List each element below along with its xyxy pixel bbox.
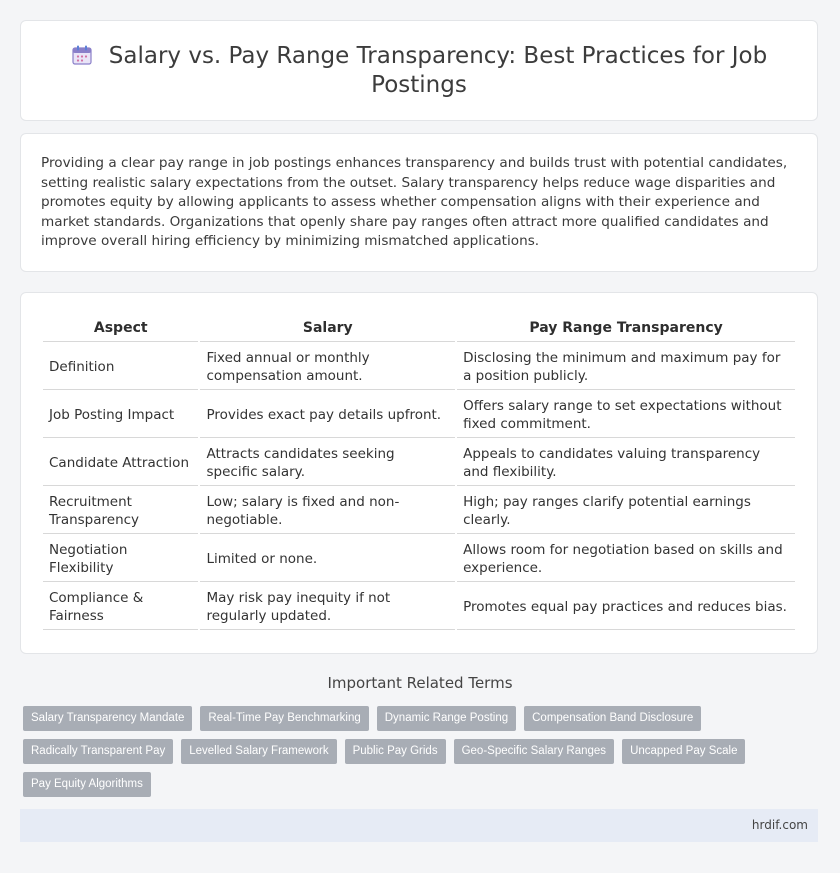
comparison-card (20, 292, 818, 654)
table-cell-salary: Fixed annual or monthly compensation amount. (200, 344, 455, 390)
footer (20, 809, 818, 842)
table-row (43, 392, 795, 438)
column-header-pay-range: Pay Range Transparency (457, 315, 795, 342)
term-tag[interactable]: Real-Time Pay Benchmarking (200, 706, 368, 731)
term-tag[interactable]: Radically Transparent Pay (23, 739, 173, 764)
related-terms-list (23, 706, 813, 797)
table-cell-aspect: Definition (43, 344, 198, 390)
term-tag[interactable]: Dynamic Range Posting (377, 706, 516, 731)
table-cell-pay-range: High; pay ranges clarify potential earnings clearly. (457, 488, 795, 534)
table-row (43, 488, 795, 534)
term-tag[interactable]: Levelled Salary Framework (181, 739, 336, 764)
table-cell-pay-range: Appeals to candidates valuing transparency and flexibility. (457, 440, 795, 486)
table-cell-pay-range: Offers salary range to set expectations without fixed commitment. (457, 392, 795, 438)
table-row (43, 344, 795, 390)
table-row (43, 584, 795, 630)
page-title-wrap (69, 42, 769, 100)
table-cell-aspect: Recruitment Transparency (43, 488, 198, 534)
table-cell-aspect: Job Posting Impact (43, 392, 198, 438)
table-row (43, 536, 795, 582)
term-tag[interactable]: Compensation Band Disclosure (524, 706, 701, 731)
table-cell-salary: Limited or none. (200, 536, 455, 582)
table-header-row (43, 315, 795, 342)
column-header-salary: Salary (200, 315, 455, 342)
intro-card (20, 133, 818, 272)
term-tag[interactable]: Public Pay Grids (345, 739, 446, 764)
column-header-aspect: Aspect (43, 315, 198, 342)
title-card (20, 20, 818, 121)
table-cell-salary: Provides exact pay details upfront. (200, 392, 455, 438)
table-cell-aspect: Negotiation Flexibility (43, 536, 198, 582)
intro-paragraph: Providing a clear pay range in job postings enhances transparency and builds trust with potential candidates, setting realistic salary expectations from the outset. Salary transparency helps reduce wage disparities and promotes equity by allowing applicants to assess whether compensation aligns with their experience and market standards. Organizations that openly share pay ranges often attract more qualified candidates and improve overall hiring efficiency by minimizing mismatched applications. (41, 155, 788, 249)
page-title: Salary vs. Pay Range Transparency: Best Practices for Job Postings (108, 42, 768, 98)
term-tag[interactable]: Pay Equity Algorithms (23, 772, 151, 797)
related-terms-heading: Important Related Terms (327, 674, 513, 692)
table-cell-aspect: Candidate Attraction (43, 440, 198, 486)
table-cell-pay-range: Disclosing the minimum and maximum pay for a position publicly. (457, 344, 795, 390)
table-row (43, 440, 795, 486)
table-cell-salary: Low; salary is fixed and non-negotiable. (200, 488, 455, 534)
table-cell-aspect: Compliance & Fairness (43, 584, 198, 630)
table-cell-salary: May risk pay inequity if not regularly updated. (200, 584, 455, 630)
comparison-table (41, 313, 797, 632)
table-cell-pay-range: Promotes equal pay practices and reduces bias. (457, 584, 795, 630)
term-tag[interactable]: Salary Transparency Mandate (23, 706, 192, 731)
term-tag[interactable]: Geo-Specific Salary Ranges (454, 739, 614, 764)
footer-site-link[interactable]: hrdif.com (751, 818, 808, 832)
table-cell-salary: Attracts candidates seeking specific salary. (200, 440, 455, 486)
table-cell-pay-range: Allows room for negotiation based on skills and experience. (457, 536, 795, 582)
term-tag[interactable]: Uncapped Pay Scale (622, 739, 745, 764)
calendar-icon (71, 44, 93, 66)
